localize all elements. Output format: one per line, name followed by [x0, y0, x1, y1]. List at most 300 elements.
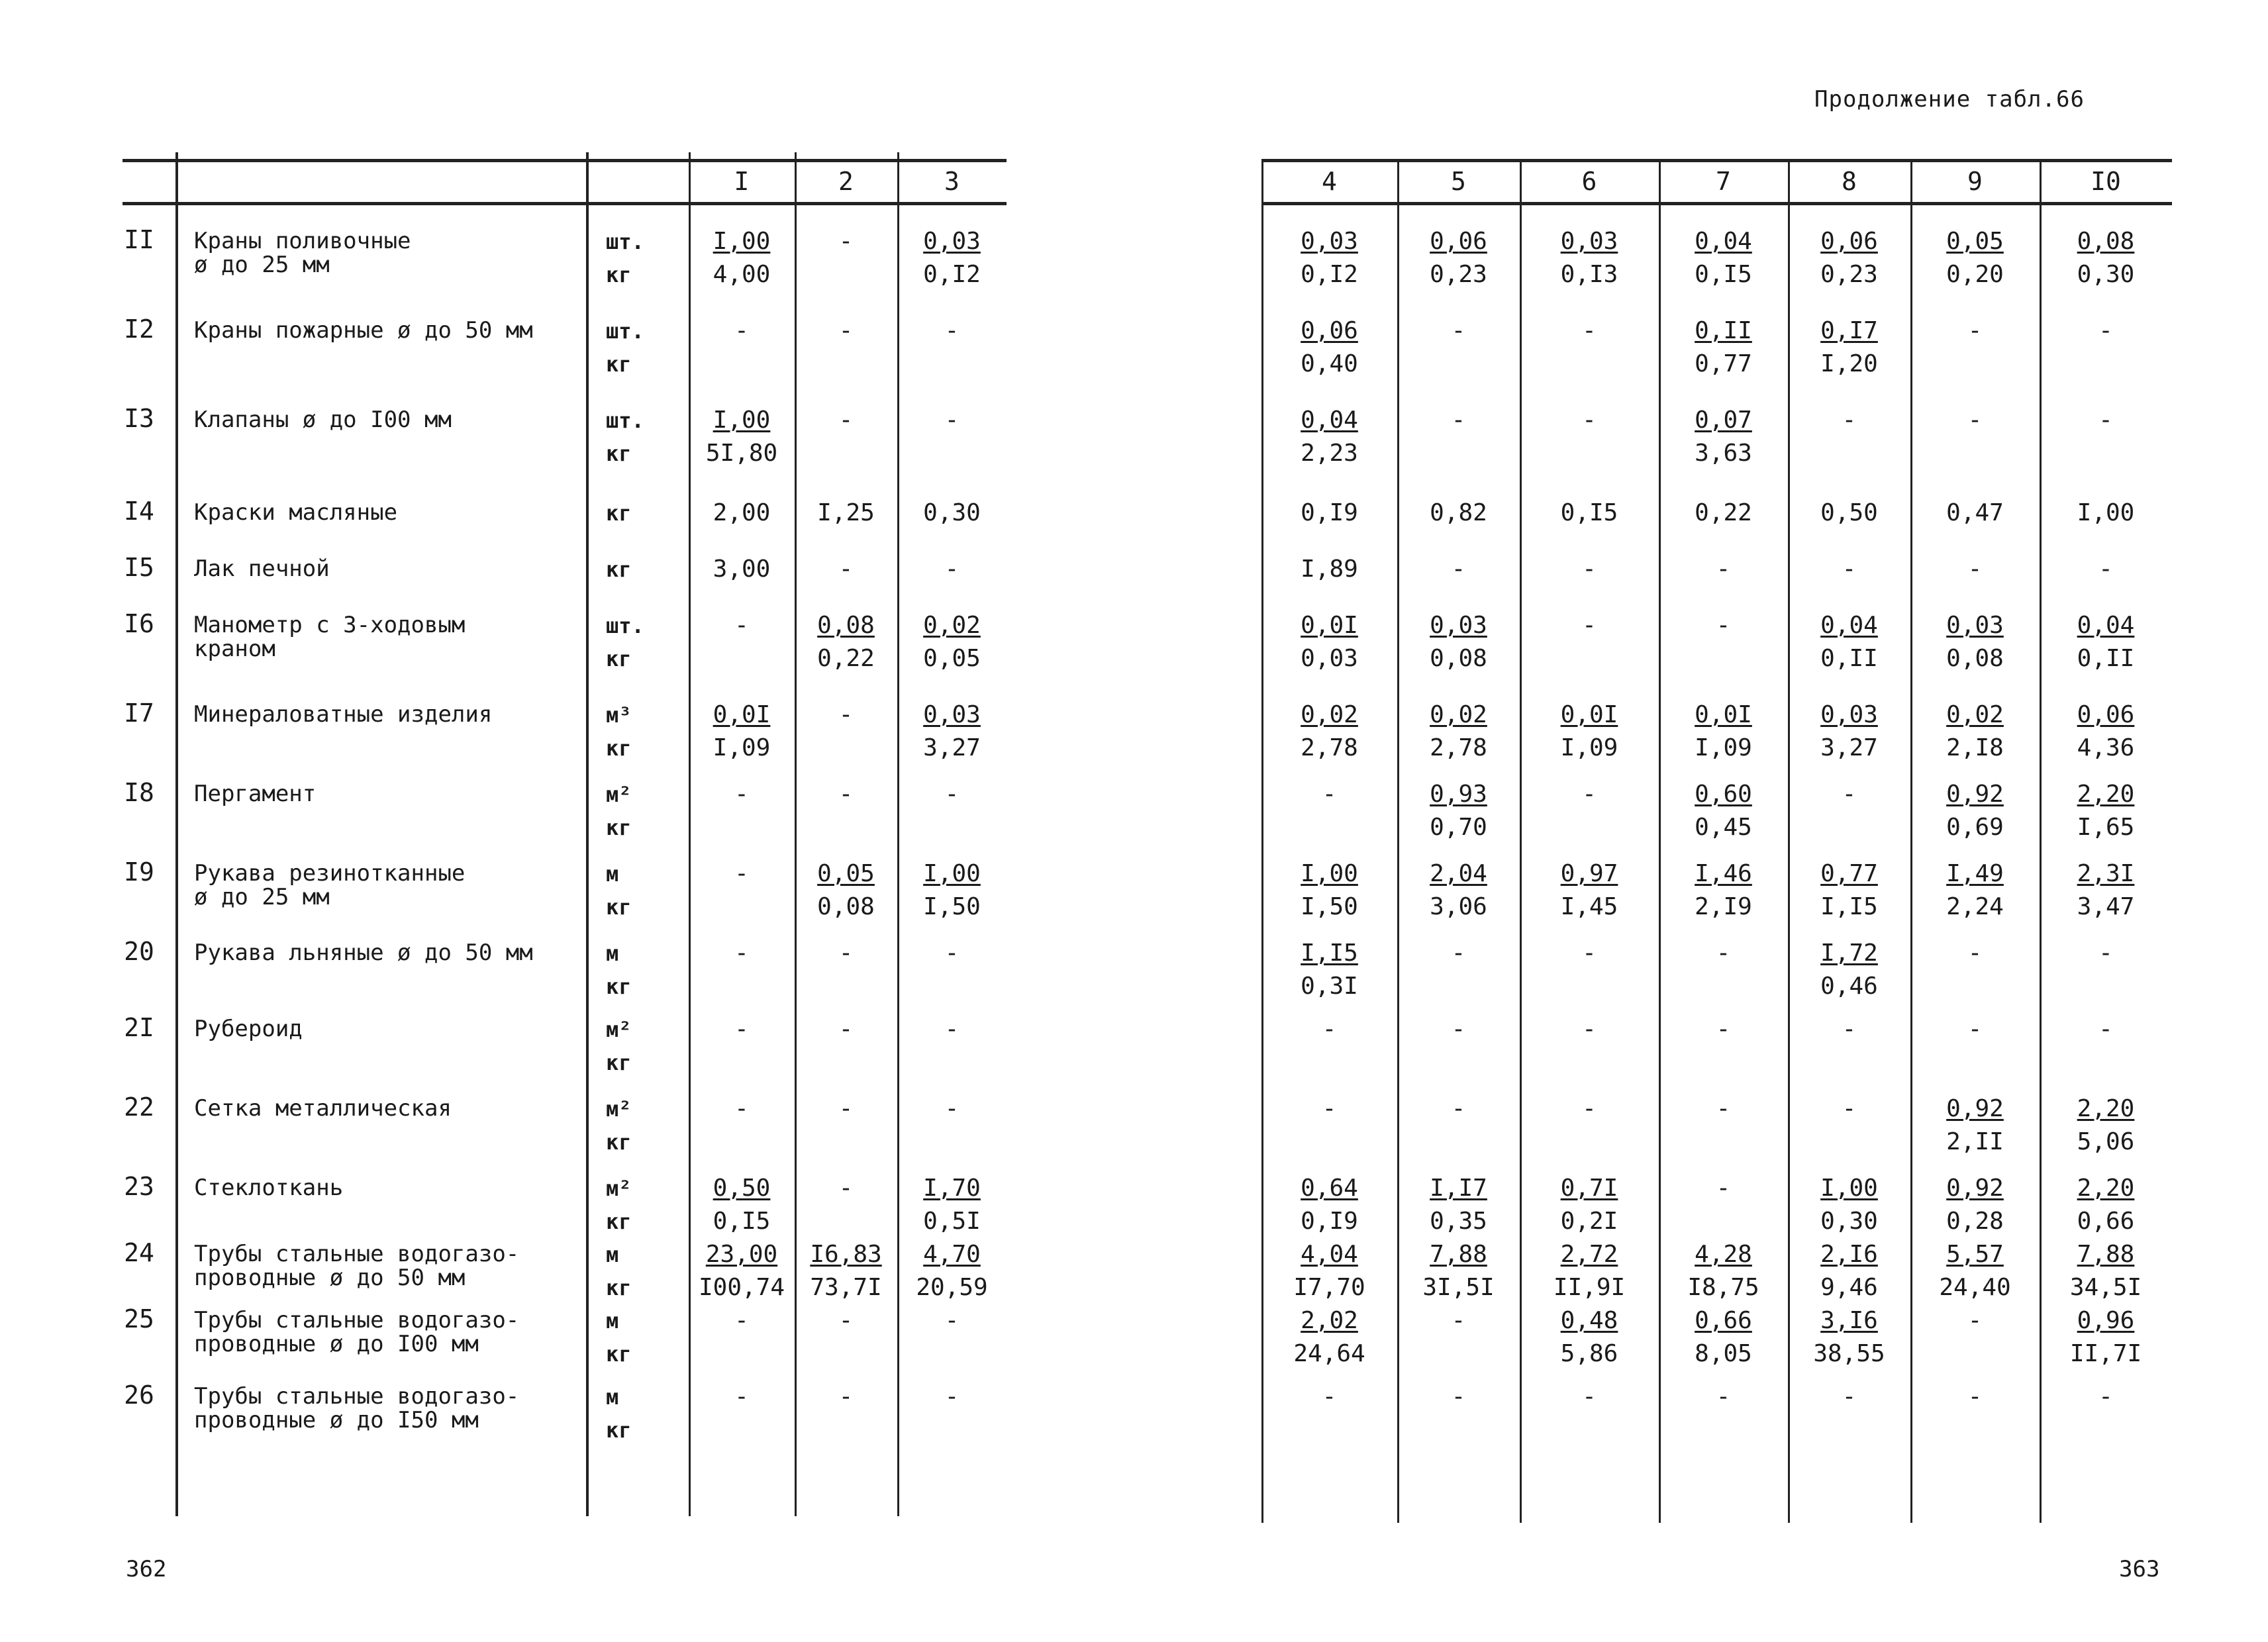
value-weight — [897, 1414, 1007, 1447]
value-weight: 24,40 — [1939, 1274, 2011, 1301]
unit-primary: м — [606, 1242, 619, 1267]
value-cell-left — [897, 1238, 1007, 1304]
value-weight — [897, 437, 1007, 470]
value-weight: 24,64 — [1293, 1340, 1365, 1367]
value-quantity: I,00 — [713, 228, 771, 255]
value-weight: 0,08 — [1946, 645, 2004, 672]
value-weight: I,I5 — [1820, 893, 1878, 920]
value-weight: 5I,80 — [705, 440, 778, 467]
value-weight: 0,3I — [1301, 973, 1358, 1000]
value-quantity: 0,06 — [1820, 228, 1878, 255]
value-weight — [1788, 1414, 1910, 1447]
value-quantity: - — [944, 1307, 960, 1334]
value-weight — [1261, 1126, 1397, 1159]
value-cell-right — [1520, 699, 1659, 765]
unit-cell — [606, 1238, 659, 1304]
value-quantity: 0,50 — [713, 1175, 771, 1202]
value-cell-left — [795, 857, 897, 924]
value-cell-right — [1397, 1172, 1520, 1238]
value-cell-right — [1659, 857, 1788, 924]
value-weight: 3I,5I — [1422, 1274, 1495, 1301]
value-cell-left — [897, 778, 1007, 844]
unit-cell — [606, 314, 659, 381]
value-quantity: 2,04 — [1430, 860, 1487, 887]
value-cell-right — [1397, 778, 1520, 844]
value-cell-right — [1397, 314, 1520, 381]
value-weight: 0,23 — [1430, 261, 1487, 288]
value-cell-right — [1788, 1092, 1910, 1159]
value-quantity: - — [1451, 1095, 1466, 1122]
material-name: Рукава резинотканные ø до 25 мм — [194, 860, 466, 910]
unit-primary: м — [606, 1384, 619, 1410]
material-name: Краны пожарные ø до 50 мм — [194, 317, 533, 344]
value-quantity: 0,50 — [1820, 499, 1878, 526]
value-cell-right — [1659, 778, 1788, 844]
value-cell-right — [1261, 1172, 1397, 1238]
value-cell-right — [1397, 1380, 1520, 1447]
value-quantity: - — [2098, 317, 2113, 344]
material-name: Трубы стальные водогазо- проводные ø до I00 мм — [194, 1307, 520, 1357]
unit-cell — [606, 225, 659, 291]
value-quantity: 0,04 — [1820, 612, 1878, 639]
value-weight: 0,I2 — [1301, 261, 1358, 288]
value-cell-left — [795, 404, 897, 470]
material-name: Манометр с 3-ходовым краном — [194, 612, 466, 662]
value-cell-right — [1910, 778, 2040, 844]
material-name: Минераловатные изделия — [194, 701, 493, 728]
value-weight — [1520, 1046, 1659, 1079]
value-quantity: - — [838, 1175, 854, 1202]
value-quantity: - — [1716, 940, 1731, 967]
value-quantity: 0,22 — [1695, 499, 1752, 526]
value-weight — [897, 348, 1007, 381]
value-cell-right — [1261, 857, 1397, 924]
value-cell-right — [1397, 609, 1520, 675]
value-quantity: - — [1716, 1016, 1731, 1043]
row-number: I9 — [124, 857, 154, 887]
page-number-right: 363 — [2119, 1556, 2160, 1582]
unit-cell — [606, 1380, 659, 1447]
value-quantity: - — [1451, 1016, 1466, 1043]
value-quantity: 0,02 — [923, 612, 981, 639]
value-quantity: - — [838, 317, 854, 344]
value-quantity: - — [944, 317, 960, 344]
value-weight: 38,55 — [1813, 1340, 1885, 1367]
value-quantity: - — [1716, 1095, 1731, 1122]
value-quantity: - — [944, 555, 960, 583]
unit-weight: кг — [606, 1341, 632, 1367]
value-weight: 0,30 — [2077, 261, 2135, 288]
value-weight: I,09 — [1695, 734, 1752, 761]
unit-cell — [606, 937, 659, 1003]
value-quantity: - — [1967, 940, 1983, 967]
unit-weight: кг — [606, 352, 632, 377]
value-cell-right — [1910, 404, 2040, 470]
value-cell-left — [689, 778, 795, 844]
value-weight — [795, 437, 897, 470]
value-weight — [1520, 1414, 1659, 1447]
value-quantity: 0,II — [1695, 317, 1752, 344]
row-number: I4 — [124, 497, 154, 526]
value-quantity: - — [1582, 317, 1597, 344]
value-cell-right — [1397, 1092, 1520, 1159]
value-cell-right — [1910, 1172, 2040, 1238]
value-quantity: 0,48 — [1560, 1307, 1618, 1334]
value-weight — [795, 732, 897, 765]
value-quantity: - — [838, 1095, 854, 1122]
value-cell-right — [1788, 609, 1910, 675]
value-quantity: - — [1716, 555, 1731, 583]
value-weight — [2040, 348, 2172, 381]
value-weight — [2040, 1046, 2172, 1079]
value-weight — [1261, 1046, 1397, 1079]
unit-weight: кг — [606, 1209, 632, 1234]
unit-cell — [606, 1172, 659, 1238]
material-name: Трубы стальные водогазо- проводные ø до 50 мм — [194, 1241, 520, 1291]
value-weight — [795, 1046, 897, 1079]
value-quantity: - — [2098, 555, 2113, 583]
value-weight: I7,70 — [1293, 1274, 1365, 1301]
value-quantity: - — [944, 407, 960, 434]
value-cell-left — [689, 857, 795, 924]
value-cell-right — [1659, 1172, 1788, 1238]
value-quantity: 0,04 — [2077, 612, 2135, 639]
value-weight: 0,28 — [1946, 1208, 2004, 1235]
value-cell-right — [1261, 1092, 1397, 1159]
value-weight: 0,69 — [1946, 814, 2004, 841]
value-quantity: 0,03 — [1820, 701, 1878, 728]
value-weight: 0,08 — [817, 893, 875, 920]
value-quantity: - — [944, 781, 960, 808]
value-quantity: - — [838, 1016, 854, 1043]
value-quantity: 0,02 — [1301, 701, 1358, 728]
value-weight — [689, 1126, 795, 1159]
value-weight — [689, 1046, 795, 1079]
value-quantity: 0,05 — [817, 860, 875, 887]
value-cell-left — [897, 699, 1007, 765]
value-weight: 0,46 — [1820, 973, 1878, 1000]
value-cell-right — [2040, 1013, 2172, 1079]
value-cell-left — [689, 1092, 795, 1159]
value-weight: 8,05 — [1695, 1340, 1752, 1367]
value-cell-right — [1261, 699, 1397, 765]
unit-weight: кг — [606, 736, 632, 761]
value-weight: 2,78 — [1430, 734, 1487, 761]
value-weight — [2040, 1414, 2172, 1447]
value-cell-right — [2040, 1092, 2172, 1159]
value-cell-right — [1397, 937, 1520, 1003]
value-cell-right — [1520, 1172, 1659, 1238]
value-cell-right — [1659, 225, 1788, 291]
value-weight — [1788, 437, 1910, 470]
value-quantity: 3,I6 — [1820, 1307, 1878, 1334]
row-number: I8 — [124, 778, 154, 807]
value-cell-right — [1659, 1380, 1788, 1447]
value-cell-right — [1261, 314, 1397, 381]
value-weight — [689, 348, 795, 381]
value-cell-right — [1910, 1238, 2040, 1304]
value-cell-right — [1397, 1238, 1520, 1304]
value-weight: I,50 — [1301, 893, 1358, 920]
unit-primary: м³ — [606, 702, 632, 728]
value-quantity: - — [838, 555, 854, 583]
value-quantity: 0,I7 — [1820, 317, 1878, 344]
row-number: 23 — [124, 1172, 154, 1201]
value-weight — [795, 1337, 897, 1371]
value-weight: 0,I9 — [1301, 1208, 1358, 1235]
value-cell-right — [1520, 314, 1659, 381]
value-cell-right — [1659, 609, 1788, 675]
value-quantity: 0,0I — [1301, 612, 1358, 639]
value-quantity: 4,28 — [1695, 1241, 1752, 1268]
unit-primary: шт. — [606, 408, 644, 433]
value-cell-right — [1788, 857, 1910, 924]
value-quantity: 0,03 — [923, 701, 981, 728]
value-quantity: 0,03 — [923, 228, 981, 255]
value-weight: 0,03 — [1301, 645, 1358, 672]
value-quantity: - — [734, 1095, 749, 1122]
value-cell-right — [1659, 1013, 1788, 1079]
value-quantity: 0,97 — [1560, 860, 1618, 887]
column-header-right: 6 — [1581, 167, 1597, 196]
value-cell-left — [689, 1172, 795, 1238]
value-quantity: 7,88 — [1430, 1241, 1487, 1268]
value-cell-right — [1910, 1013, 2040, 1079]
table-left-header-rule — [123, 202, 1007, 205]
value-cell-left — [897, 609, 1007, 675]
value-weight: I,45 — [1560, 893, 1618, 920]
value-quantity: - — [1322, 1016, 1337, 1043]
value-quantity: - — [1582, 555, 1597, 583]
value-quantity: 2,I6 — [1820, 1241, 1878, 1268]
value-weight — [1520, 437, 1659, 470]
value-weight: 3,27 — [1820, 734, 1878, 761]
value-weight — [689, 1337, 795, 1371]
value-cell-right — [1261, 225, 1397, 291]
value-quantity: 0,03 — [1946, 612, 2004, 639]
value-cell-right — [1659, 1238, 1788, 1304]
value-quantity: - — [1582, 1016, 1597, 1043]
value-weight: 0,40 — [1301, 350, 1358, 377]
value-weight — [1659, 970, 1788, 1003]
value-cell-left — [689, 225, 795, 291]
value-quantity: 0,04 — [1695, 228, 1752, 255]
material-name: Краски масляные — [194, 499, 398, 526]
unit-cell — [606, 1304, 659, 1371]
value-cell-right — [1397, 857, 1520, 924]
value-weight — [1520, 970, 1659, 1003]
value-quantity: I,I5 — [1301, 940, 1358, 967]
value-weight — [1659, 1414, 1788, 1447]
unit-primary: м² — [606, 1096, 632, 1122]
value-cell-right — [1910, 609, 2040, 675]
value-weight: 5,06 — [2077, 1128, 2135, 1155]
value-weight — [1659, 1126, 1788, 1159]
value-quantity: I6,83 — [810, 1241, 882, 1268]
value-quantity: - — [1967, 1383, 1983, 1410]
value-weight — [795, 1126, 897, 1159]
value-weight: I8,75 — [1687, 1274, 1759, 1301]
row-number: 24 — [124, 1238, 154, 1267]
value-quantity: 2,02 — [1301, 1307, 1358, 1334]
value-weight — [897, 1046, 1007, 1079]
value-weight — [1659, 642, 1788, 675]
value-quantity: - — [1967, 317, 1983, 344]
value-cell-right — [1788, 778, 1910, 844]
unit-primary: кг — [606, 501, 632, 526]
value-quantity: I,46 — [1695, 860, 1752, 887]
value-quantity: - — [1967, 407, 1983, 434]
value-quantity: 0,03 — [1560, 228, 1618, 255]
value-cell-right — [2040, 314, 2172, 381]
value-weight: 0,23 — [1820, 261, 1878, 288]
value-quantity: I,89 — [1301, 555, 1358, 583]
value-cell-right — [1520, 857, 1659, 924]
value-weight — [1397, 1126, 1520, 1159]
column-header-right: 4 — [1322, 167, 1337, 196]
value-weight — [795, 1205, 897, 1238]
column-header-right: 8 — [1842, 167, 1857, 196]
value-cell-right — [1520, 609, 1659, 675]
value-cell-right — [1520, 1092, 1659, 1159]
value-quantity: I,70 — [923, 1175, 981, 1202]
value-cell-left — [897, 1304, 1007, 1371]
value-quantity: - — [1451, 1307, 1466, 1334]
value-cell-right — [1788, 1013, 1910, 1079]
value-cell-right — [1520, 1238, 1659, 1304]
value-quantity: - — [2098, 1383, 2113, 1410]
row-number: 20 — [124, 937, 154, 966]
value-weight — [1910, 1046, 2040, 1079]
value-quantity: - — [1842, 1016, 1857, 1043]
unit-primary: м² — [606, 1176, 632, 1201]
value-cell-left — [795, 1380, 897, 1447]
value-quantity: - — [1842, 407, 1857, 434]
value-weight: 0,35 — [1430, 1208, 1487, 1235]
column-header-right: 7 — [1716, 167, 1731, 196]
value-cell-left — [689, 699, 795, 765]
unit-weight: кг — [606, 974, 632, 999]
value-cell-right — [1520, 937, 1659, 1003]
value-cell-right — [1397, 404, 1520, 470]
value-cell-right — [1788, 699, 1910, 765]
value-weight — [1397, 970, 1520, 1003]
value-weight: 4,36 — [2077, 734, 2135, 761]
material-name: Пергамент — [194, 781, 317, 807]
unit-primary: шт. — [606, 613, 644, 638]
value-quantity: - — [1842, 1383, 1857, 1410]
value-cell-right — [1910, 1380, 2040, 1447]
value-quantity: 4,04 — [1301, 1241, 1358, 1268]
value-weight: 73,7I — [810, 1274, 882, 1301]
value-weight — [689, 970, 795, 1003]
value-quantity: 7,88 — [2077, 1241, 2135, 1268]
value-quantity: - — [1967, 555, 1983, 583]
value-weight: I,65 — [2077, 814, 2135, 841]
value-quantity: 0,04 — [1301, 407, 1358, 434]
value-weight: 0,30 — [1820, 1208, 1878, 1235]
unit-weight: кг — [606, 1275, 632, 1300]
value-quantity: 0,47 — [1946, 499, 2004, 526]
unit-weight: кг — [606, 441, 632, 466]
value-cell-right — [1261, 778, 1397, 844]
value-weight — [689, 1414, 795, 1447]
value-cell-right — [2040, 937, 2172, 1003]
value-cell-right — [1910, 937, 2040, 1003]
value-quantity: 0,64 — [1301, 1175, 1358, 1202]
value-quantity: 0,08 — [2077, 228, 2135, 255]
unit-primary: шт. — [606, 229, 644, 254]
value-weight — [2040, 437, 2172, 470]
value-quantity: - — [734, 1016, 749, 1043]
value-quantity: - — [838, 407, 854, 434]
value-cell-right — [1520, 1013, 1659, 1079]
value-cell-right — [1520, 1304, 1659, 1371]
value-quantity: 0,02 — [1430, 701, 1487, 728]
value-quantity: - — [1967, 1307, 1983, 1334]
value-quantity: I,72 — [1820, 940, 1878, 967]
page-number-left: 362 — [126, 1556, 167, 1582]
value-quantity: I,00 — [1301, 860, 1358, 887]
value-weight: I00,74 — [698, 1274, 785, 1301]
value-weight: 0,66 — [2077, 1208, 2135, 1235]
value-weight — [795, 811, 897, 844]
value-cell-right — [1788, 225, 1910, 291]
value-quantity: - — [1322, 781, 1337, 808]
material-name: Краны поливочные ø до 25 мм — [194, 228, 411, 278]
value-quantity: - — [1842, 555, 1857, 583]
value-quantity: - — [838, 781, 854, 808]
value-cell-left — [689, 404, 795, 470]
value-cell-right — [1520, 225, 1659, 291]
value-quantity: 0,02 — [1946, 701, 2004, 728]
value-weight — [1788, 811, 1910, 844]
value-quantity: 0,03 — [1301, 228, 1358, 255]
value-cell-right — [2040, 1380, 2172, 1447]
value-quantity: - — [2098, 407, 2113, 434]
value-weight: 0,08 — [1430, 645, 1487, 672]
value-quantity: - — [1451, 555, 1466, 583]
value-weight: I,09 — [713, 734, 771, 761]
value-quantity: - — [2098, 940, 2113, 967]
value-weight — [795, 1414, 897, 1447]
value-cell-left — [795, 314, 897, 381]
value-cell-left — [795, 1092, 897, 1159]
value-quantity: 0,0I — [1695, 701, 1752, 728]
value-cell-left — [795, 937, 897, 1003]
value-cell-left — [689, 609, 795, 675]
value-quantity: - — [1716, 1383, 1731, 1410]
value-weight — [1520, 1126, 1659, 1159]
value-weight: II,7I — [2069, 1340, 2142, 1367]
value-cell-right — [1788, 404, 1910, 470]
value-cell-left — [689, 1013, 795, 1079]
value-cell-left — [689, 937, 795, 1003]
value-cell-right — [1910, 699, 2040, 765]
unit-primary: м — [606, 861, 619, 887]
value-cell-left — [897, 404, 1007, 470]
value-cell-right — [1788, 1304, 1910, 1371]
value-weight — [1261, 811, 1397, 844]
row-number: I6 — [124, 609, 154, 638]
value-quantity: 4,70 — [923, 1241, 981, 1268]
value-weight: 2,23 — [1301, 440, 1358, 467]
value-quantity: - — [1451, 407, 1466, 434]
value-quantity: I,I7 — [1430, 1175, 1487, 1202]
value-quantity: 0,I5 — [1560, 499, 1618, 526]
value-quantity: - — [1451, 1383, 1466, 1410]
value-quantity: - — [734, 781, 749, 808]
